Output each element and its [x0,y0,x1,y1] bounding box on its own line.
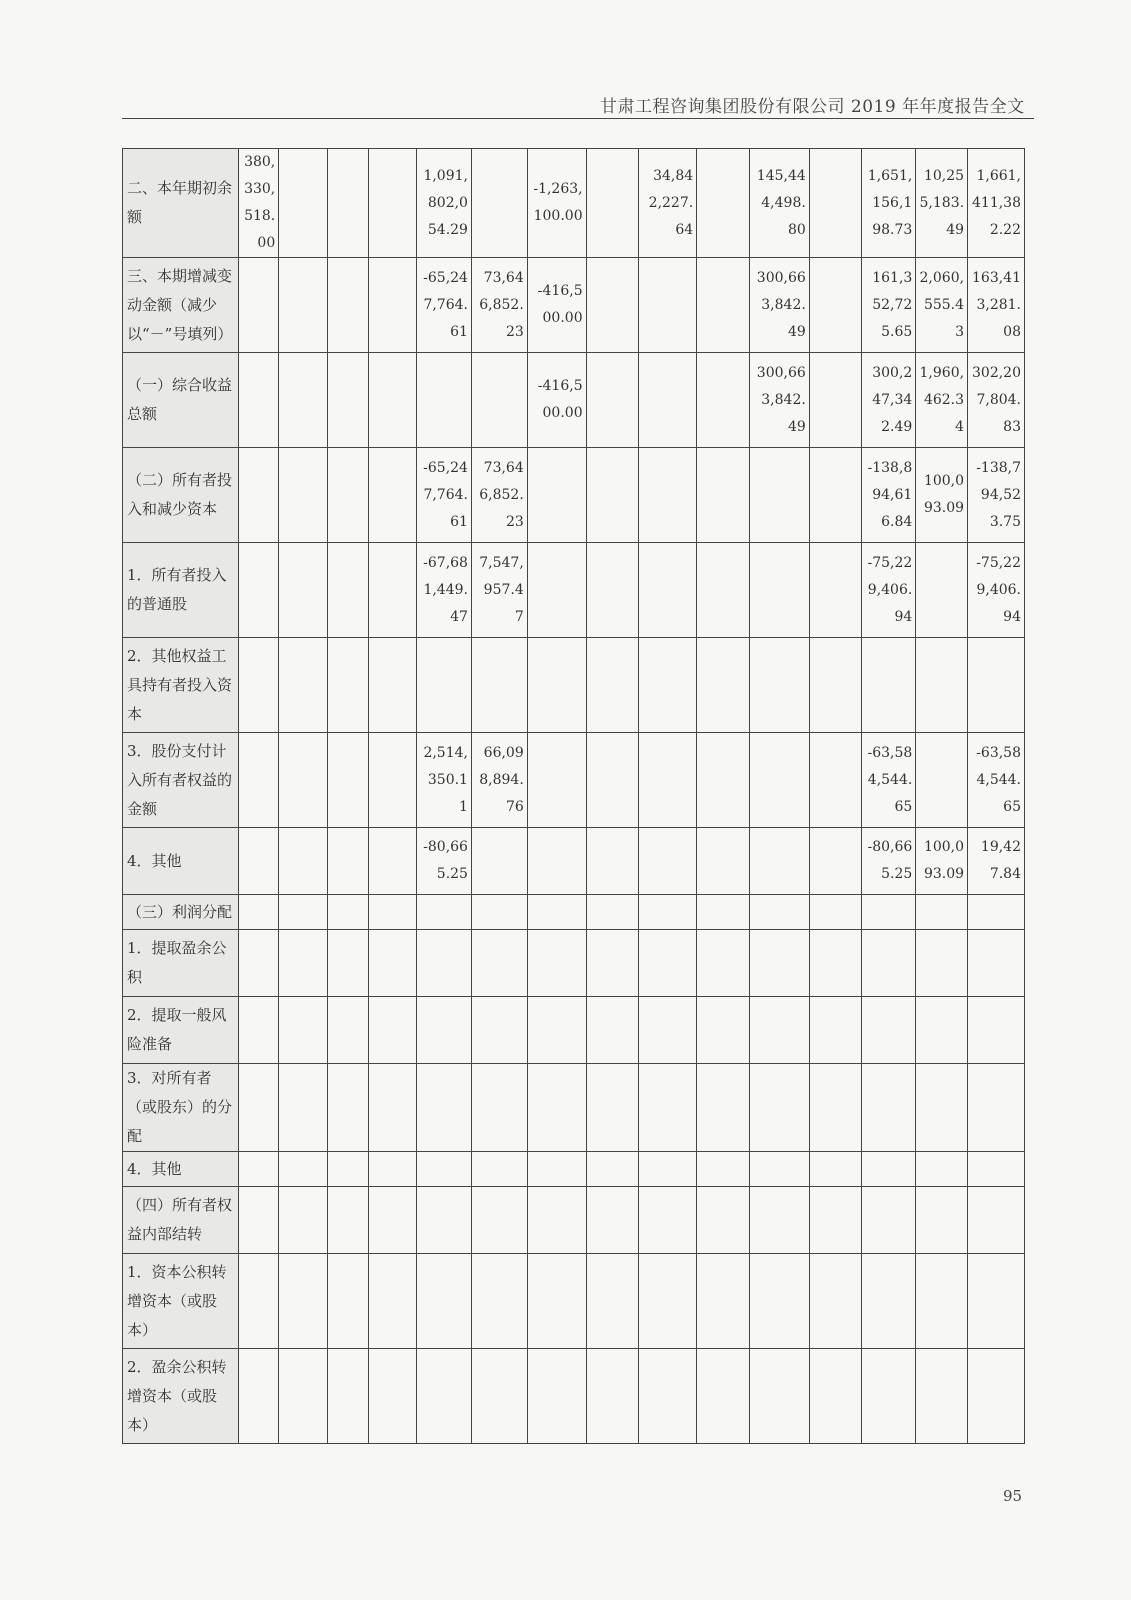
table-cell [471,997,527,1064]
table-cell [639,1187,697,1254]
table-cell [639,1152,697,1187]
table-cell [809,1152,861,1187]
table-row [123,733,1025,828]
table-cell [238,895,279,930]
table-cell: -63,584,544.65 [861,733,916,828]
table-cell: -67,681,449.47 [417,543,472,638]
table-cell [586,1152,639,1187]
table-cell [861,638,916,733]
table-cell [527,828,586,895]
table-cell [749,1064,809,1152]
table-cell [238,930,279,997]
table-cell [639,258,697,353]
table-cell [861,1064,916,1152]
table-cell [279,828,328,895]
table-cell [527,448,586,543]
table-cell [327,258,368,353]
table-cell [639,930,697,997]
table-cell [279,1152,328,1187]
table-cell [749,1349,809,1444]
table-cell [697,353,750,448]
table-cell [238,1187,279,1254]
table-cell: -80,665.25 [417,828,472,895]
table-cell [916,543,968,638]
table-row [123,543,1025,638]
table-cell [279,733,328,828]
table-cell [809,149,861,258]
table-cell: 163,413,281.08 [968,258,1025,353]
table-cell [238,543,279,638]
table-cell [471,828,527,895]
table-cell: 1,091,802,054.29 [417,149,472,258]
table-cell [527,1064,586,1152]
row-label: 1．所有者投入的普通股 [123,543,239,638]
table-cell [471,895,527,930]
table-cell [697,149,750,258]
table-cell [527,1152,586,1187]
table-cell [861,997,916,1064]
row-label: 三、本期增减变动金额（减少以“－”号填列） [123,258,239,353]
table-cell [471,930,527,997]
table-cell [749,997,809,1064]
table-cell [968,997,1025,1064]
table-cell: -138,894,616.84 [861,448,916,543]
table-cell [586,543,639,638]
table-cell [238,258,279,353]
table-cell [861,1187,916,1254]
table-cell [697,895,750,930]
table-cell [916,895,968,930]
table-cell [238,733,279,828]
table-row [123,930,1025,997]
table-cell [238,828,279,895]
row-label: 2．提取一般风险准备 [123,997,239,1064]
table-cell [916,1152,968,1187]
table-cell [809,638,861,733]
table-cell [471,149,527,258]
table-cell [749,1254,809,1349]
table-cell [968,930,1025,997]
table-row [123,638,1025,733]
table-cell [368,895,417,930]
table-cell: 73,646,852.23 [471,258,527,353]
table-cell [327,353,368,448]
table-cell [471,1064,527,1152]
table-cell [279,353,328,448]
row-label: 3．股份支付计入所有者权益的金额 [123,733,239,828]
equity-changes-table [122,148,1025,1444]
table-cell [916,930,968,997]
table-cell [279,543,328,638]
table-cell [417,1254,472,1349]
table-cell [916,1064,968,1152]
table-cell [586,733,639,828]
row-label: （四）所有者权益内部结转 [123,1187,239,1254]
table-cell [471,1152,527,1187]
table-cell [809,1187,861,1254]
row-label: （二）所有者投入和减少资本 [123,448,239,543]
table-cell: 302,207,804.83 [968,353,1025,448]
table-cell [697,638,750,733]
row-label: 1．资本公积转增资本（或股本） [123,1254,239,1349]
table-cell [639,895,697,930]
table-cell [368,930,417,997]
table-cell: 19,427.84 [968,828,1025,895]
table-cell [279,258,328,353]
table-cell [916,1349,968,1444]
table-cell [368,638,417,733]
table-cell: -416,500.00 [527,353,586,448]
table-cell [368,543,417,638]
table-cell [968,1349,1025,1444]
table-cell [238,448,279,543]
table-cell [749,543,809,638]
table-cell [586,895,639,930]
table-cell [279,1187,328,1254]
table-cell [238,638,279,733]
table-cell [749,930,809,997]
table-row [123,895,1025,930]
table-cell: 1,960,462.34 [916,353,968,448]
table-cell [368,258,417,353]
table-cell [697,733,750,828]
table-cell [327,149,368,258]
table-cell [749,1187,809,1254]
table-cell [586,638,639,733]
table-cell [327,1187,368,1254]
table-cell [861,1254,916,1349]
table-cell [639,1349,697,1444]
table-cell [368,1349,417,1444]
row-label: （一）综合收益总额 [123,353,239,448]
table-cell [471,353,527,448]
table-cell [417,1349,472,1444]
table-cell [279,895,328,930]
table-cell [279,149,328,258]
table-cell: -75,229,406.94 [861,543,916,638]
table-cell: 300,247,342.49 [861,353,916,448]
table-cell [586,997,639,1064]
table-cell [809,997,861,1064]
row-label: 4．其他 [123,828,239,895]
table-cell [697,543,750,638]
table-row [123,258,1025,353]
table-cell [417,930,472,997]
table-cell [368,1254,417,1349]
table-row [123,353,1025,448]
table-cell [279,448,328,543]
table-cell [697,1254,750,1349]
table-row [123,149,1025,258]
table-cell [471,1187,527,1254]
table-cell: -80,665.25 [861,828,916,895]
table-cell [697,1187,750,1254]
table-cell [368,1064,417,1152]
table-cell [697,258,750,353]
table-cell [238,1349,279,1444]
row-label: 2．其他权益工具持有者投入资本 [123,638,239,733]
table-cell [749,733,809,828]
table-cell [471,638,527,733]
row-label: （三）利润分配 [123,895,239,930]
table-cell [327,1254,368,1349]
table-cell [749,638,809,733]
table-cell [368,733,417,828]
table-cell: 145,444,498.80 [749,149,809,258]
table-cell [327,828,368,895]
table-cell [639,733,697,828]
table-cell [238,997,279,1064]
table-cell [916,1187,968,1254]
table-row [123,1064,1025,1152]
table-cell [527,1349,586,1444]
table-cell [968,638,1025,733]
table-cell [417,1064,472,1152]
table-cell [916,1254,968,1349]
table-cell [527,733,586,828]
table-cell [697,1152,750,1187]
table-cell [417,353,472,448]
row-label: 2．盈余公积转增资本（或股本） [123,1349,239,1444]
table-cell [809,448,861,543]
table-cell [417,1152,472,1187]
table-cell [916,997,968,1064]
table-cell [327,638,368,733]
table-cell [639,638,697,733]
table-cell: 100,093.09 [916,828,968,895]
table-cell [809,353,861,448]
table-cell [809,1064,861,1152]
table-cell [968,1064,1025,1152]
table-cell [368,1187,417,1254]
row-label: 3．对所有者（或股东）的分配 [123,1064,239,1152]
table-cell [861,1349,916,1444]
table-cell [639,353,697,448]
table-cell [327,895,368,930]
table-cell [238,1254,279,1349]
table-cell: -65,247,764.61 [417,258,472,353]
table-cell [809,930,861,997]
table-cell [238,1152,279,1187]
table-row [123,448,1025,543]
table-cell [861,930,916,997]
table-cell [639,828,697,895]
table-cell [279,930,328,997]
table-cell: -65,247,764.61 [417,448,472,543]
table-row [123,1152,1025,1187]
table-cell: 1,651,156,198.73 [861,149,916,258]
table-cell [586,1187,639,1254]
table-cell: 100,093.09 [916,448,968,543]
table-cell [968,895,1025,930]
table-row [123,1254,1025,1349]
table-cell: 7,547,957.47 [471,543,527,638]
row-label: 4．其他 [123,1152,239,1187]
table-cell [368,997,417,1064]
table-cell [586,828,639,895]
table-cell [327,1064,368,1152]
table-cell [809,1254,861,1349]
table-cell [368,448,417,543]
table-cell: 34,842,227.64 [639,149,697,258]
table-cell: 2,060,555.43 [916,258,968,353]
table-cell: 2,514,350.11 [417,733,472,828]
table-cell [639,997,697,1064]
table-cell [809,543,861,638]
table-cell [527,1187,586,1254]
report-header: 甘肃工程咨询集团股份有限公司 2019 年年度报告全文 [600,97,1025,117]
table-cell [809,258,861,353]
table-cell [586,1349,639,1444]
table-cell: -416,500.00 [527,258,586,353]
page-number: 95 [1003,1487,1023,1505]
table-cell [749,1152,809,1187]
row-label: 1．提取盈余公积 [123,930,239,997]
table-cell [368,828,417,895]
table-cell [368,1152,417,1187]
table-cell [527,543,586,638]
table-cell [417,1187,472,1254]
table-cell [639,543,697,638]
table-cell: -63,584,544.65 [968,733,1025,828]
table-cell [327,448,368,543]
table-cell [749,448,809,543]
table-cell [327,997,368,1064]
table-cell [527,638,586,733]
table-cell [639,448,697,543]
table-cell [586,1254,639,1349]
table-cell: -138,794,523.75 [968,448,1025,543]
table-cell [471,1349,527,1444]
table-row [123,828,1025,895]
table-cell [968,1187,1025,1254]
table-cell [279,1064,328,1152]
table-cell [327,733,368,828]
table-cell [809,1349,861,1444]
table-cell: 300,663,842.49 [749,353,809,448]
table-cell [417,638,472,733]
table-cell [749,828,809,895]
table-cell [809,895,861,930]
table-cell: 1,661,411,382.22 [968,149,1025,258]
table-cell: 161,352,725.65 [861,258,916,353]
table-cell: -1,263,100.00 [527,149,586,258]
table-row [123,1349,1025,1444]
table-cell [639,1064,697,1152]
table-cell [238,353,279,448]
table-row [123,997,1025,1064]
table-cell [279,997,328,1064]
table-cell [279,1349,328,1444]
table-cell [417,997,472,1064]
table-cell [279,1254,328,1349]
table-cell [527,1254,586,1349]
table-cell [916,733,968,828]
table-cell [968,1152,1025,1187]
table-cell [586,149,639,258]
table-cell [861,1152,916,1187]
table-cell [809,828,861,895]
table-cell [586,1064,639,1152]
table-cell [809,733,861,828]
table-cell: 380,330,518.00 [238,149,279,258]
table-cell [586,258,639,353]
table-cell: 300,663,842.49 [749,258,809,353]
table-cell [368,149,417,258]
table-cell [238,1064,279,1152]
table-cell [639,1254,697,1349]
table-cell: -75,229,406.94 [968,543,1025,638]
table-cell [368,353,417,448]
table-cell [749,895,809,930]
table-cell [697,1064,750,1152]
table-cell [968,1254,1025,1349]
table-cell [471,1254,527,1349]
table-cell [327,543,368,638]
table-cell [327,930,368,997]
table-cell [861,895,916,930]
table-cell: 73,646,852.23 [471,448,527,543]
table-cell [697,1349,750,1444]
table-cell [586,353,639,448]
header-rule [122,118,1034,119]
table-cell [586,448,639,543]
table-row [123,1187,1025,1254]
table-cell [527,895,586,930]
table-cell [327,1152,368,1187]
table-cell: 66,098,894.76 [471,733,527,828]
table-cell [697,930,750,997]
table-cell [586,930,639,997]
table-cell [697,828,750,895]
table-cell: 10,255,183.49 [916,149,968,258]
table-cell [527,997,586,1064]
table-cell [327,1349,368,1444]
row-label: 二、本年期初余额 [123,149,239,258]
table-cell [417,895,472,930]
table-cell [697,997,750,1064]
table-cell [279,638,328,733]
table-cell [697,448,750,543]
table-cell [527,930,586,997]
table-cell [916,638,968,733]
